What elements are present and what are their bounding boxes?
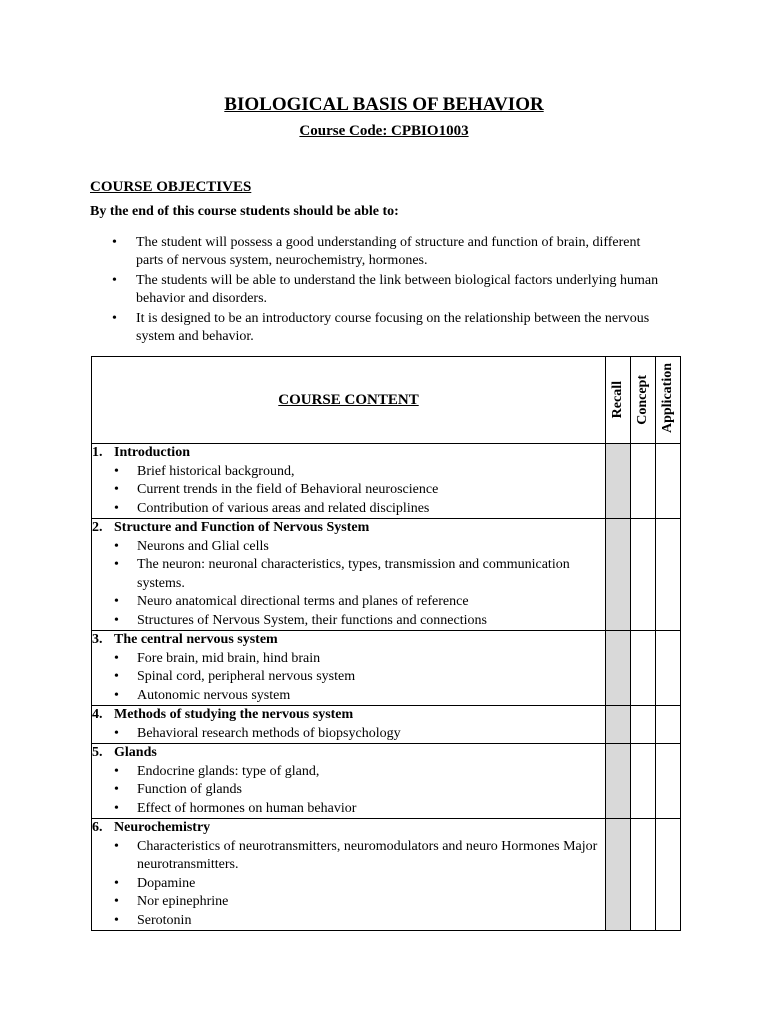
list-item: • Structures of Nervous System, their functions and connections xyxy=(92,612,605,631)
document-title: BIOLOGICAL BASIS OF BEHAVIOR xyxy=(224,94,544,115)
list-item: • Contribution of various areas and related disciplines xyxy=(92,500,605,519)
recall-cell xyxy=(606,631,631,706)
list-item: • Current trends in the field of Behavioral neuroscience xyxy=(92,481,605,500)
topic-cell xyxy=(92,631,606,706)
table-row xyxy=(92,744,681,819)
objective-item: • The student will possess a good understanding of structure and function of brain, different parts of nervous system, neurochemistry, hormones. xyxy=(90,234,670,270)
table-row xyxy=(92,444,681,519)
course-code: Course Code: CPBIO1003 xyxy=(299,123,469,139)
application-cell xyxy=(656,744,681,819)
list-item: • Neuro anatomical directional terms and planes of reference xyxy=(92,593,605,612)
list-item: • Fore brain, mid brain, hind brain xyxy=(92,650,605,669)
topic-cell xyxy=(92,519,606,631)
course-content-table xyxy=(91,356,681,931)
topic-cell xyxy=(92,819,606,931)
list-item: • Endocrine glands: type of gland, xyxy=(92,763,605,782)
topic-title: 6. Neurochemistry xyxy=(92,820,211,835)
list-item: • Autonomic nervous system xyxy=(92,687,605,706)
concept-cell xyxy=(631,519,656,631)
column-header-application: Application xyxy=(656,357,681,444)
application-cell xyxy=(656,819,681,931)
table-row xyxy=(92,631,681,706)
topic-title: 5. Glands xyxy=(92,745,157,760)
objective-item: • The students will be able to understand the link between biological factors underlying human behavior and disorders. xyxy=(90,272,670,308)
objective-item: • It is designed to be an introductory course focusing on the relationship between the nervous system and behavior. xyxy=(90,310,670,346)
topic-cell xyxy=(92,444,606,519)
topic-title: 1. Introduction xyxy=(92,445,190,460)
course-content-heading: COURSE CONTENT xyxy=(92,357,606,444)
column-header-recall: Recall xyxy=(606,357,631,444)
application-cell xyxy=(656,519,681,631)
recall-cell xyxy=(606,519,631,631)
objectives-heading: COURSE OBJECTIVES xyxy=(90,179,252,195)
list-item: • Neurons and Glial cells xyxy=(92,538,605,557)
recall-cell xyxy=(606,819,631,931)
table-row xyxy=(92,706,681,744)
application-cell xyxy=(656,444,681,519)
table-row xyxy=(92,519,681,631)
list-item: • Nor epinephrine xyxy=(92,893,605,912)
topic-title: 2. Structure and Function of Nervous System xyxy=(92,520,370,535)
list-item: • Characteristics of neurotransmitters, neuromodulators and neuro Hormones Major neurotransmitters. xyxy=(92,838,605,875)
topic-cell xyxy=(92,706,606,744)
recall-cell xyxy=(606,744,631,819)
topic-title: 4. Methods of studying the nervous system xyxy=(92,707,354,722)
list-item: • Behavioral research methods of biopsychology xyxy=(92,725,605,744)
recall-cell xyxy=(606,706,631,744)
application-cell xyxy=(656,631,681,706)
recall-cell xyxy=(606,444,631,519)
list-item: • Spinal cord, peripheral nervous system xyxy=(92,668,605,687)
list-item: • Brief historical background, xyxy=(92,463,605,482)
concept-cell xyxy=(631,631,656,706)
objectives-intro: By the end of this course students should be able to: xyxy=(90,204,399,219)
topic-cell xyxy=(92,744,606,819)
topic-title: 3. The central nervous system xyxy=(92,632,278,647)
application-cell xyxy=(656,706,681,744)
list-item: • Effect of hormones on human behavior xyxy=(92,800,605,819)
list-item: • The neuron: neuronal characteristics, types, transmission and communication systems. xyxy=(92,556,605,593)
table-row xyxy=(92,819,681,931)
concept-cell xyxy=(631,444,656,519)
concept-cell xyxy=(631,819,656,931)
objectives-list xyxy=(90,234,670,348)
concept-cell xyxy=(631,706,656,744)
table-header-row xyxy=(92,357,681,444)
concept-cell xyxy=(631,744,656,819)
list-item: • Serotonin xyxy=(92,912,605,931)
list-item: • Function of glands xyxy=(92,781,605,800)
column-header-concept: Concept xyxy=(631,357,656,444)
list-item: • Dopamine xyxy=(92,875,605,894)
